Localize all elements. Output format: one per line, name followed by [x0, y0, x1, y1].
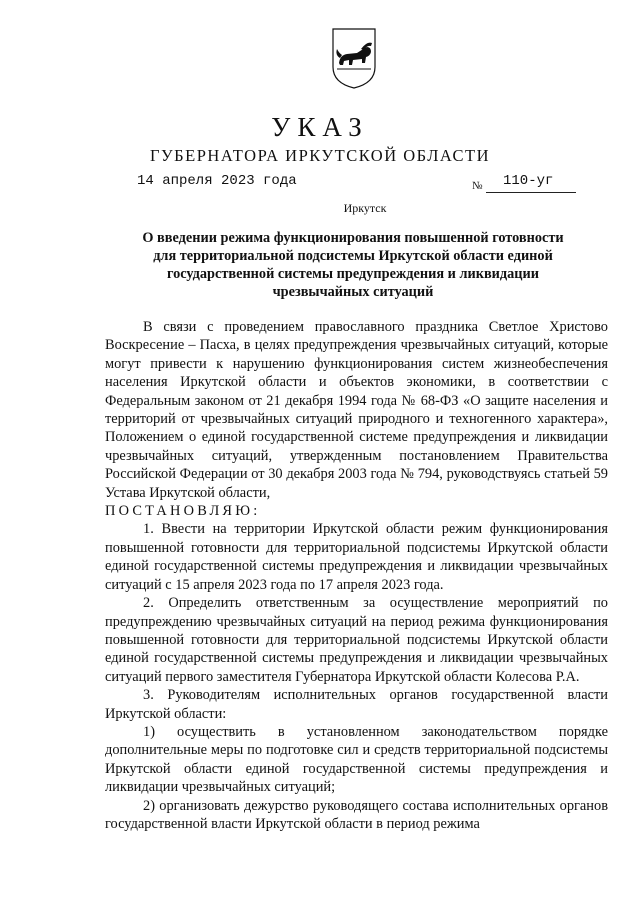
intro-paragraph: В связи с проведением православного праздника Светлое Христово Воскресение – Пасха, в целях предупреждения чрезвычайных ситуаций, которые могут привести к нарушению функционирования систем жизнеобеспечения населения Иркутской области и объектов экономики, в соответствии с Федеральным законом от 21 декабря 1994 года № 68-ФЗ «О защите населения и территорий от чрезвычайных ситуаций природного и техногенного характера», Положением о единой государственной системе предупреждения и ликвидации чрезвычайных ситуаций, утвержденным постановлением Правительства Российской Федерации от 30 декабря 2003 года № 794, руководствуясь статьей 59 Устава Иркутской области, — [105, 319, 608, 501]
item-paragraph: 2) организовать дежурство руководящего состава исполнительных органов государственной власти Иркутской области в период режима — [105, 797, 608, 832]
number-underline — [486, 192, 576, 193]
document-issuer: ГУБЕРНАТОРА ИРКУТСКОЙ ОБЛАСТИ — [149, 146, 491, 165]
item-paragraph: 2. Определить ответственным за осуществление мероприятий по предупреждению чрезвычайных ситуаций на период режима функционирования повышенной готовности для территориальной подсистемы Иркутской области единой государственной системы предупреждения и ликвидации чрезвычайных ситуаций первого заместителя Губернатора Иркутской области Колесова Р.А. — [105, 595, 608, 685]
document-heading — [118, 229, 588, 301]
heading-line: О введении режима функционирования повышенной готовности — [142, 230, 564, 246]
document-number: 110-уг — [503, 173, 554, 189]
document-body — [105, 318, 608, 833]
item-paragraph: 1. Ввести на территории Иркутской области режим функционирования повышенной готовности для территориальной подсистемы Иркутской области единой государственной системы предупреждения и ликвидации чрезвычайных ситуаций с 15 апреля 2023 года по 17 апреля 2023 года. — [105, 521, 608, 593]
item-paragraph: 3. Руководителям исполнительных органов государственной власти Иркутской области: — [105, 687, 608, 722]
heading-line: для территориальной подсистемы Иркутской области единой — [153, 248, 553, 264]
decree-word: ПОСТАНОВЛЯЮ: — [105, 503, 261, 520]
document-date: 14 апреля 2023 года — [137, 173, 297, 189]
coat-of-arms-icon — [331, 27, 377, 89]
item-paragraph: 1) осуществить в установленном законодательством порядке дополнительные меры по подготовке сил и средств территориальной подсистемы Иркутской области единой государственной системы предупреждения и ликвидации чрезвычайных ситуаций; — [105, 723, 608, 796]
document-title: УКАЗ — [271, 112, 369, 142]
document-city: Иркутск — [343, 201, 387, 215]
heading-line: чрезвычайных ситуаций — [272, 284, 434, 300]
heading-line: государственной системы предупреждения и ликвидации — [166, 266, 539, 282]
number-sign: № — [472, 180, 483, 192]
